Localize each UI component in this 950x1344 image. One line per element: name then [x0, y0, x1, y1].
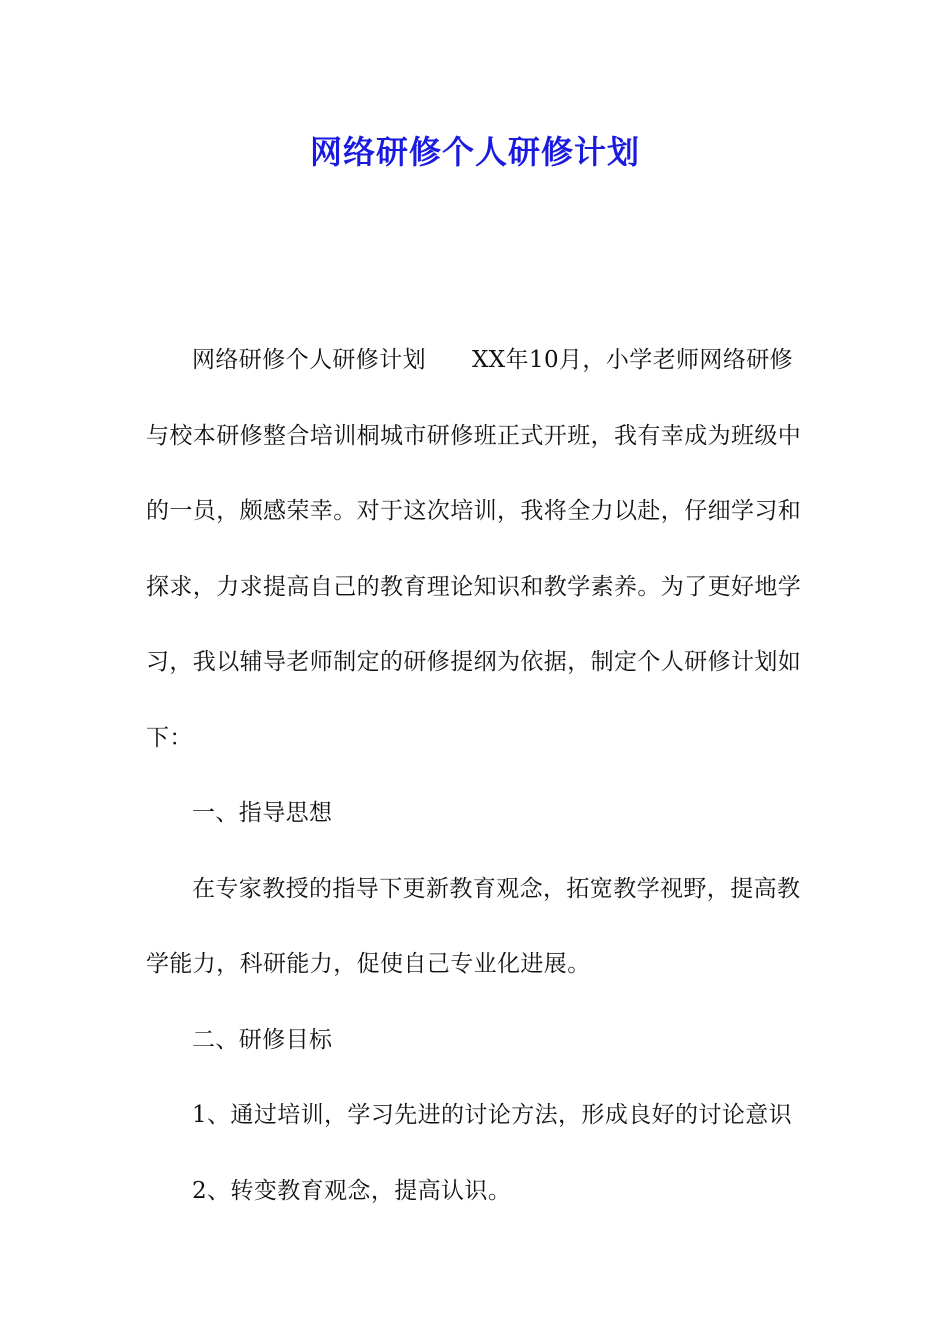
document-body [146, 323, 808, 1229]
goal-item-2: 2、转变教育观念，提高认识。 [192, 1177, 512, 1204]
intro-paragraph [146, 323, 808, 776]
section-heading-goals: 二、研修目标 [192, 1026, 333, 1053]
intro-lead: 网络研修个人研修计划 [192, 347, 426, 373]
intro-text: XX年10月，小学老师网络研修与校本研修整合培训桐城市研修班正式开班，我有幸成为班级中的一员，颇感荣幸。对于这次培训，我将全力以赴，仔细学习和探求，力求提高自己的教育理论知识和教学素养。为了更好地学习，我以辅导老师制定的研修提纲为依据，制定个人研修计划如下： [146, 347, 802, 751]
guiding-thought-paragraph: 在专家教授的指导下更新教育观念，拓宽教学视野，提高教学能力，科研能力，促使自己专业化进展。 [146, 875, 801, 977]
document-title: 网络研修个人研修计划 [309, 133, 640, 171]
section-heading-guiding-thought: 一、指导思想 [192, 800, 333, 826]
goal-item-1: 1、通过培训，学习先进的讨论方法，形成良好的讨论意识 [192, 1102, 793, 1128]
